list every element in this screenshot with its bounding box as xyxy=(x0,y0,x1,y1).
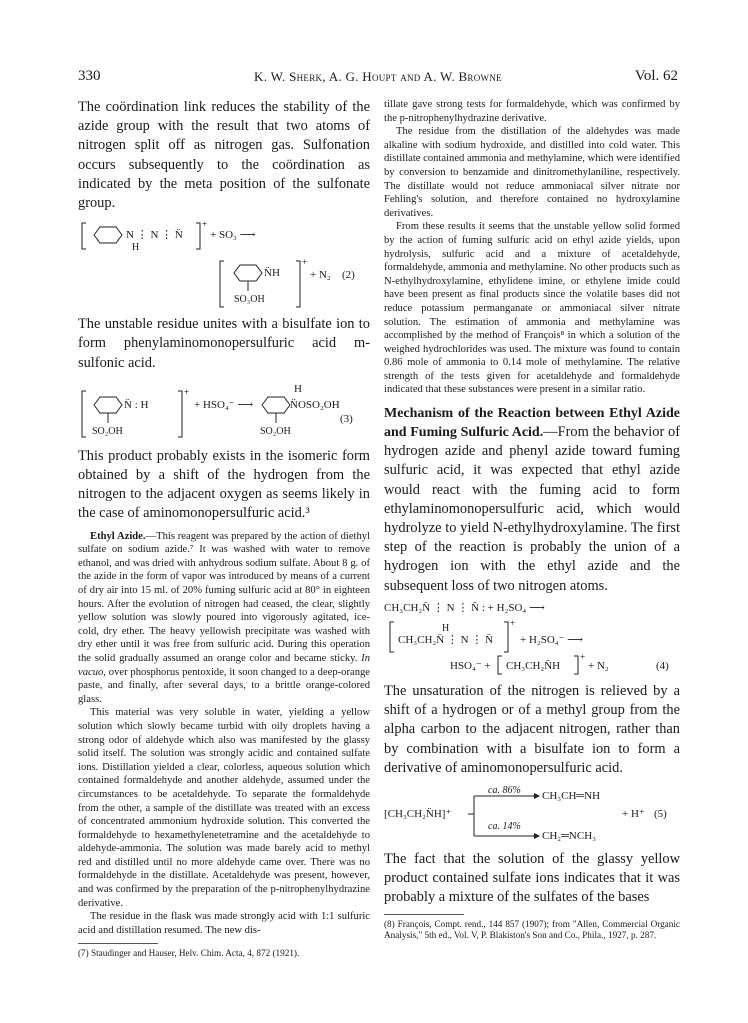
equation-text: + H⁺ xyxy=(622,807,645,820)
svg-text:+: + xyxy=(580,651,586,662)
equation-number: (2) xyxy=(342,269,355,282)
equation-text: CH₃CH₂N̈ ⋮ N ⋮ N̈ xyxy=(398,633,494,646)
paragraph-text: over phosphorus pentoxide, it soon changed to a deep-orange paste, and finally, after several days, to a brittle orange-colored glass. xyxy=(78,666,370,705)
equation-text: N̈H xyxy=(264,267,280,280)
running-header xyxy=(78,68,678,90)
equation-text: CH₂═NCH₃ xyxy=(542,829,596,842)
paragraph: tillate gave strong tests for formaldehyde, which was confirmed by the p-nitrophenylhydrazine derivative. xyxy=(384,99,680,124)
footnote-rule xyxy=(78,943,158,944)
paragraph: From these results it seems that the unstable yellow solid formed by the action of fuming sulfuric acid on ethyl azide yields, upon hydrolysis, sulfuric acid and a mixture of acetaldehyde, formaldehyde, ammonia and methylamine. No other products such as N-ethylhydroxylamine, ethylidene imine, or ethylene imide could have been present as final products since the volatile bases did not reduce potassium permanganate or ammoniacal silver nitrate solution. The estimation of ammonia and methylamine was accomplished by the method of François⁸ in which a solution of the weighed hydrochlorides was used. The mixture was found to contain 0.86 mole of ammonia to 0.14 mole of methylamine. The relative strength of the tests given for acetaldehyde and formaldehyde indicated that these substances were present in a similar ratio. xyxy=(384,221,680,396)
paragraph: This product probably exists in the isomeric form obtained by a shift of the hydrogen from the nitrogen to the adjacent oxygen as seems likely in the case of aminomonopersulfuric acid.³ xyxy=(78,447,370,522)
equation-text: N̈OSO₂OH xyxy=(290,398,340,411)
equation-text: + HSO₄⁻ ⟶ xyxy=(194,398,254,411)
equation-text: + SO₃ ⟶ xyxy=(210,229,256,242)
equation-text: H xyxy=(294,382,302,395)
equation-text: + N₂ xyxy=(588,659,609,672)
footnote-8: (8) François, Compt. rend., 144 857 (1907); from "Allen, Commercial Organic Analysis," 5th ed., Vol. V, P. Blakiston's Son and Co., Phila., 1927, p. 287. xyxy=(384,918,680,941)
equation-text: ca. 14% xyxy=(488,820,521,832)
equation-text: H xyxy=(442,622,450,634)
equation-text: ca. 86% xyxy=(488,784,521,796)
footnote-rule xyxy=(384,914,464,915)
run-in-heading: Ethyl Azide. xyxy=(90,530,146,542)
paragraph xyxy=(78,530,370,707)
equation-text: [CH₃CH₂N̈H]⁺ xyxy=(384,807,452,820)
footnote-7: (7) Staudinger and Hauser, Helv. Chim. Acta, 4, 872 (1921). xyxy=(78,948,300,959)
svg-text:+: + xyxy=(184,386,190,397)
equation-number: (3) xyxy=(340,412,353,425)
svg-text:+: + xyxy=(302,257,308,268)
equation-text: N ⋮ N ⋮ N̈ xyxy=(126,229,183,242)
equation-text: CH₃CH₂N̈ ⋮ N ⋮ N̈ : + H₂SO₄ ⟶ xyxy=(384,601,545,614)
paragraph: This material was very soluble in water, yielding a yellow solution which slowly became turbid with oily droplets having a strong odor of aldehyde which also was manifested by the glassy solid itself. The solution was strongly acidic and contained sulfate ions. Distillation yielded a clear, colorless, aqueous solution which contained formaldehyde and another aldehyde, assumed under the circumstances to be acetaldehyde. To separate the formaldehyde from the other, a sample of the distillate was treated with an excess of concentrated ammonium hydroxide solution. This converted the formaldehyde to hexamethylenetetramine and the acetaldehyde to aldehyde-ammonia. The solution was made barely acid to methyl red and distilled until no more aldehyde came over. There was no formaldehyde in the distillate. Acetaldehyde was present, however, and was confirmed by the preparation of the p-nitrophenylhydrazine derivative. xyxy=(78,707,370,909)
italic-text: In vacuo, xyxy=(78,652,370,678)
paragraph-text: —This reagent was prepared by the action of diethyl sulfate on sodium azide.⁷ It was washed with water to remove ethanol, and was dried with anhydrous sodium sulfate. About 8 g. of the azide in the form of vapor was introduced by means of a current of dry air into 15 ml. of 20% fuming sulfuric acid at 80° in eighteen hours. After the evolution of nitrogen had ceased, the clear, slightly yellow solution was slowly poured into vigorously agitated, ice-cold, dry ether. The heavy yellowish precipitate was washed with dry ether until it was free from sulfuric acid. During this operation the solid gradually assumed an orange color and became sticky. xyxy=(78,530,370,664)
svg-text:+: + xyxy=(510,617,516,628)
right-column xyxy=(384,98,680,942)
left-column xyxy=(78,98,370,960)
paragraph: The residue in the flask was made strongly acid with 1:1 sulfuric acid and distillation resumed. The new dis- xyxy=(78,911,370,936)
equation-text: + N₂ xyxy=(310,269,331,282)
section-heading xyxy=(384,405,680,596)
equation-number: (5) xyxy=(654,807,667,820)
equation-text: SO₃OH xyxy=(234,294,265,306)
paragraph: The coördination link reduces the stability of the azide group with the result that two atoms of nitrogen split off as nitrogen gas. Sulfonation occurs subsequently to the coördination as indicated by the meta position of the sulfonate group. xyxy=(78,99,370,212)
equation-3 xyxy=(78,379,370,443)
equation-text: CH₃CH₂N̈H xyxy=(506,659,561,672)
volume-label: Vol. 62 xyxy=(634,68,678,84)
section-heading-text: Mechanism of the Reaction between Ethyl Azide and Fuming Sulfuric Acid. xyxy=(384,406,680,441)
paragraph: The unsaturation of the nitrogen is relieved by a shift of a hydrogen or of a methyl group from the alpha carbon to the adjacent nitrogen, rather than by combination with a bisulfate ion to form a derivative of aminomonopersulfuric acid. xyxy=(384,682,680,776)
equation-text: + H₂SO₄⁻ ⟶ xyxy=(520,633,583,646)
equation-text: HSO₄⁻ + xyxy=(450,659,491,672)
paragraph: The residue from the distillation of the aldehydes was made alkaline with sodium hydroxide, and distilled into cold water. This distillate contained ammonia and methylamine, which were identified by conversion to benzamide and dinitromethylaniline, respectively. The distillate would not reduce ammoniacal silver nitrate nor Fehling's solution, and therefore contained no hydroxylamine derivatives. xyxy=(384,126,680,219)
equation-text: CH₃CH═NH xyxy=(542,789,601,802)
equation-4 xyxy=(384,602,680,678)
svg-text:+: + xyxy=(202,219,208,230)
paragraph: The unstable residue unites with a bisulfate ion to form phenylaminomonopersulfuric acid m-sulfonic acid. xyxy=(78,316,370,371)
running-authors: K. W. Sherk, A. G. Houpt and A. W. Browne xyxy=(254,69,502,84)
equation-number: (4) xyxy=(656,659,669,672)
equation-text: SO₂OH xyxy=(260,425,291,437)
page-number: 330 xyxy=(78,68,101,84)
equation-2 xyxy=(78,219,370,311)
equation-5 xyxy=(384,784,680,846)
paragraph-text: —From the behavior of hydrogen azide and phenyl azide toward fuming sulfuric acid, it was expected that ethyl azide would react with the fuming acid to form ethylaminomonopersulfuric acid, which would hydrolyze to yield N-ethylhydroxylamine. The first step of the reaction is probably the union of a hydrogen ion with the ethyl azide and the subsequent loss of two nitrogen atoms. xyxy=(384,424,680,594)
equation-text: N̈ : H xyxy=(124,398,149,411)
paragraph: The fact that the solution of the glassy yellow product contained sulfate ions indicates that it was probably a mixture of the sulfates of the bases xyxy=(384,850,680,906)
equation-text: SO₂OH xyxy=(92,425,123,437)
equation-text: H xyxy=(132,242,140,254)
